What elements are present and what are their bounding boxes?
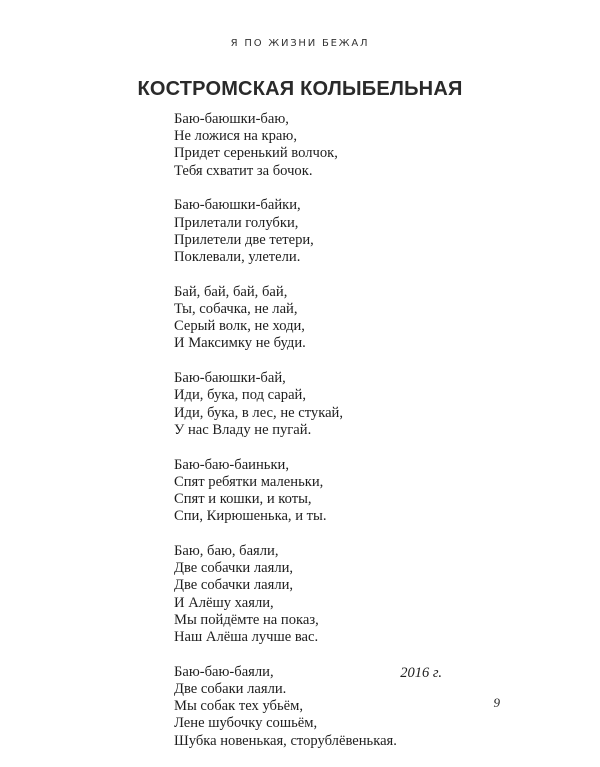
poem-line: Не ложися на краю, [174, 128, 297, 145]
poem-line: Лене шубочку сошьём, [174, 715, 318, 732]
page-number: 9 [493, 695, 500, 710]
poem-line: Баю-баю-баиньки, [174, 456, 290, 473]
poem-line: Мы собак тех убьём, [174, 698, 303, 715]
stanza-3 [174, 284, 474, 353]
poem-line: Прилетели две тетери, [174, 231, 314, 248]
poem-line: Спи, Кирюшенька, и ты. [174, 508, 327, 525]
poem-line: Две собачки лаяли, [174, 577, 294, 594]
stanza-4 [174, 370, 474, 439]
poem-line: Прилетали голубки, [174, 214, 299, 231]
poem-line: Придет серенький волчок, [174, 145, 338, 162]
poem-line: Баю-баюшки-байки, [174, 197, 301, 214]
poem-line: Наш Алёша лучше вас. [174, 629, 319, 646]
poem-line: У нас Владу не пугай. [174, 421, 312, 438]
poem-line: Серый волк, не ходи, [174, 318, 305, 335]
poem-line: Бай, бай, бай, бай, [174, 283, 288, 300]
poem-line: Спят ребятки маленьки, [174, 473, 324, 490]
stanza-1 [174, 111, 474, 180]
poem-line: Поклевали, улетели. [174, 249, 301, 266]
poem-line: Баю-баюшки-баю, [174, 111, 289, 127]
poem-line: Баю, баю, баяли, [174, 543, 279, 560]
poem-line: И Максимку не буди. [174, 335, 306, 352]
poem-line: Шубка новенькая, сторублёвенькая. [174, 732, 397, 749]
poem-line: Баю-баю-баяли, [174, 663, 274, 680]
poem-line: Две собачки лаяли, [174, 560, 294, 577]
stanza-6 [174, 543, 474, 646]
stanza-5 [174, 457, 474, 526]
poem-title: КОСТРОМСКАЯ КОЛЫБЕЛЬНАЯ [137, 78, 463, 100]
poem-line: Иди, бука, под сарай, [174, 387, 307, 404]
poem-line: Спят и кошки, и коты, [174, 491, 312, 508]
poem-line: Баю-баюшки-бай, [174, 370, 286, 387]
poem-line: Ты, собачка, не лай, [174, 301, 298, 318]
poem-line: И Алёшу хаяли, [174, 594, 274, 611]
poem-date: 2016 г. [400, 665, 442, 681]
stanza-2 [174, 197, 474, 266]
poem-line: Мы пойдёмте на показ, [174, 611, 319, 628]
poem-line: Тебя схватит за бочок. [174, 162, 313, 179]
poem-line: Иди, бука, в лес, не стукай, [174, 404, 344, 421]
running-header: Я ПО ЖИЗНИ БЕЖАЛ [230, 38, 370, 49]
poem-line: Две собаки лаяли. [174, 681, 287, 698]
